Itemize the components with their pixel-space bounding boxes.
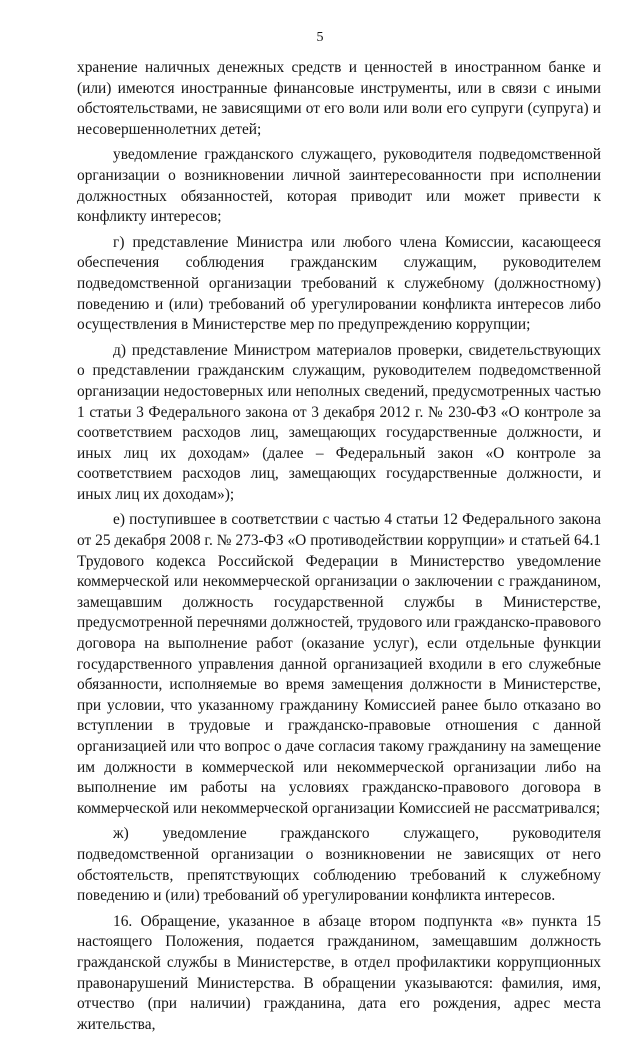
paragraph-notification-interest: уведомление гражданского служащего, руководителя подведомственной организации о возникновении личной заинтересованности при исполнении должностных обязанностей, которая приводит или может привести к конфликту интересов; [77,146,601,226]
paragraph-item-zh: ж) уведомление гражданского служащего, руководителя подведомственной организации о возникновении не зависящих от него обстоятельств, препятствующих соблюдению требований к служебному поведению и (или) требований об урегулировании конфликта интересов. [77,825,601,905]
page-number: 5 [316,30,324,45]
paragraph-section-16: 16. Обращение, указанное в абзаце втором подпункта «в» пункта 15 настоящего Положения, подается гражданином, замещавшим должность гражданской службы в Министерстве, в отдел профилактики коррупционных правонарушений Министерства. В обращении указываются: фамилия, имя, отчество (при наличии) гражданина, дата его рождения, адрес места жительства, [77,912,601,1033]
paragraph-item-d: д) представление Министром материалов проверки, свидетельствующих о представлении гражданским служащим, руководителем подведомственной организации недостоверных или неполных сведений, предусмотренных частью 1 статьи 3 Федерального закона от 3 декабря 2012 г. № 230-ФЗ «О контроле за соответствием расходов лиц, замещающих государственные должности, и иных лиц их доходам» (далее – Федеральный закон «О контроле за соответствием расходов лиц, замещающих государственные должности, и иных лиц их доходам»); [77,341,601,503]
paragraph-item-e: е) поступившее в соответствии с частью 4 статьи 12 Федерального закона от 25 декабря 2008 г. № 273-ФЗ «О противодействии коррупции» и статьей 64.1 Трудового кодекса Российской Федерации в Министерство уведомление коммерческой или некоммерческой организации о заключении с гражданином, замещавшим должность государственной службы в Министерстве, предусмотренной перечнями должностей, трудового или гражданско-правового договора на выполнение работ (оказание услуг), если отдельные функции государственного управления данной организацией входили в его служебные обязанности, исполняемые во время замещения должности в Министерстве, при условии, что указанному гражданину Комиссией ранее было отказано во вступлении в трудовые и гражданско-правовые отношения с данной организацией или что вопрос о даче согласия такому гражданину на замещение им должности в коммерческой или некоммерческой организации либо на выполнение им работы на условиях гражданско-правового договора в коммерческой или некоммерческой организации Комиссией не рассматривался; [77,511,602,817]
paragraph-item-g: г) представление Министра или любого члена Комиссии, касающееся обеспечения соблюдения гражданским служащим, руководителем подведомственной организации требований к служебному (должностному) поведению и (или) требований об урегулировании конфликта интересов либо осуществления в Министерстве мер по предупреждению коррупции; [77,233,601,334]
document-body [77,58,601,1039]
paragraph-continuation: хранение наличных денежных средств и ценностей в иностранном банке и (или) имеются иностранные финансовые инструменты, или в связи с иными обстоятельствами, не зависящими от его воли или воли его супруги (супруга) и несовершеннолетних детей; [77,59,601,138]
